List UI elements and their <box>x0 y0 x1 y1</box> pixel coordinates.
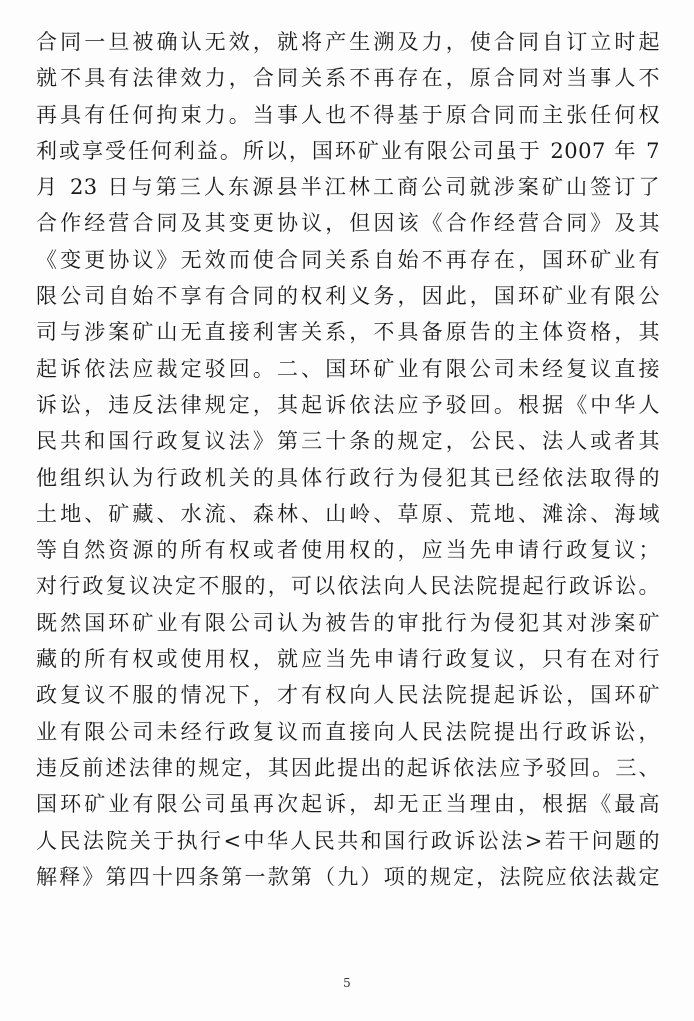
text-line: 解释》第四十四条第一款第（九）项的规定，法院应依法裁定 <box>36 864 660 889</box>
text-line: 政复议不服的情况下，才有权向人民法院提起诉讼，国环矿 <box>36 683 660 708</box>
text-line: 月 23 日与第三人东源县半江林工商公司就涉案矿山签订了 <box>36 175 660 200</box>
text-line: 限公司自始不享有合同的权利义务，因此，国环矿业有限公 <box>36 284 660 309</box>
text-line: 国环矿业有限公司虽再次起诉，却无正当理由，根据《最高 <box>36 792 660 817</box>
text-line: 合同一旦被确认无效，就将产生溯及力，使合同自订立时起 <box>36 30 660 54</box>
text-line: 利或享受任何利益。所以，国环矿业有限公司虽于 2007 年 7 <box>36 138 660 163</box>
text-line: 土地、矿藏、水流、森林、山岭、草原、荒地、滩涂、海域 <box>36 501 660 526</box>
text-line: 合作经营合同及其变更协议，但因该《合作经营合同》及其 <box>36 211 660 236</box>
page-number: 5 <box>343 976 351 990</box>
text-line: 司与涉案矿山无直接利害关系，不具备原告的主体资格，其 <box>36 320 660 345</box>
text-line: 对行政复议决定不服的，可以依法向人民法院提起行政诉讼。 <box>36 574 660 599</box>
text-line: 他组织认为行政机关的具体行政行为侵犯其已经依法取得的 <box>36 465 660 490</box>
text-line: 民共和国行政复议法》第三十条的规定，公民、法人或者其 <box>36 429 660 454</box>
text-line: 就不具有法律效力，合同关系不再存在，原合同对当事人不 <box>36 66 660 91</box>
body-text <box>36 24 660 895</box>
text-line: 起诉依法应裁定驳回。二、国环矿业有限公司未经复议直接 <box>36 356 660 381</box>
text-line: 业有限公司未经行政复议而直接向人民法院提出行政诉讼， <box>36 719 660 744</box>
text-line: 藏的所有权或使用权，就应当先申请行政复议，只有在对行 <box>36 647 660 672</box>
text-line: 人民法院关于执行<中华人民共和国行政诉讼法>若干问题的 <box>36 828 660 853</box>
text-line: 诉讼，违反法律规定，其起诉依法应予驳回。根据《中华人 <box>36 392 660 417</box>
text-line: 违反前述法律的规定，其因此提出的起诉依法应予驳回。三、 <box>36 755 660 780</box>
text-line: 既然国环矿业有限公司认为被告的审批行为侵犯其对涉案矿 <box>36 610 660 635</box>
text-line: 等自然资源的所有权或者使用权的，应当先申请行政复议； <box>36 538 660 563</box>
text-line: 《变更协议》无效而使合同关系自始不再存在，国环矿业有 <box>36 247 660 272</box>
text-line: 再具有任何拘束力。当事人也不得基于原合同而主张任何权 <box>36 102 660 127</box>
